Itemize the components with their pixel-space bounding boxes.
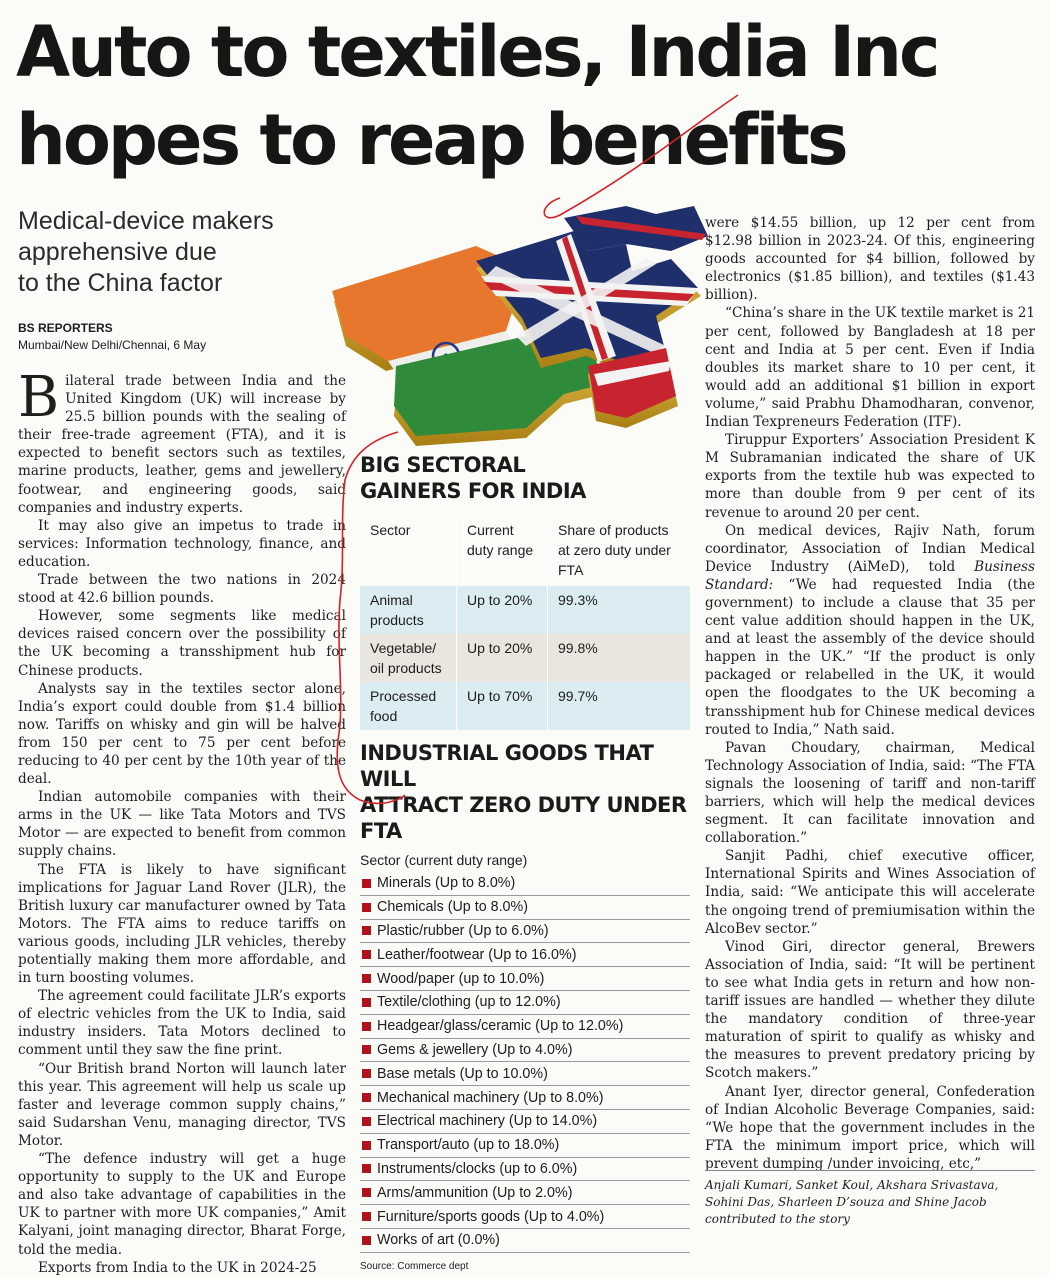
list-item [360, 991, 690, 1015]
article-paragraph: “China’s share in the UK textile market is 21 per cent, followed by Bangladesh at 18 per cent and India at 5 per cent. Even if India doubles its market share to 10 per cent, it would add an additional $1 billion in export volume,” said Prabhu Dhamodharan, convenor, Indian Texpreneurs Federation (ITF). [705, 305, 1035, 431]
headline [16, 8, 1036, 184]
list-item [360, 1062, 690, 1086]
bullet-square-icon [362, 1093, 371, 1102]
table-header: Current duty range [457, 516, 548, 586]
list-item [360, 872, 690, 896]
india-uk-puzzle-pieces-icon [326, 206, 710, 456]
drop-cap: B [18, 365, 60, 430]
table-header: Sector [370, 522, 411, 538]
bullet-square-icon [362, 998, 371, 1007]
list-item [360, 1229, 690, 1253]
article-paragraph: Exports from India to the UK in 2024-25 [38, 1259, 317, 1276]
table-cell: Vegetable/ oil products [360, 634, 457, 682]
list-item-label: Base metals (Up to 10.0%) [377, 1065, 548, 1082]
byline [18, 320, 318, 354]
bullet-square-icon [362, 1212, 371, 1221]
table-cell: Up to 70% [457, 682, 548, 730]
table-cell: Processed food [360, 682, 457, 730]
article-paragraph: Tiruppur Exporters’ Association President K M Subramanian indicated the share of UK exports from the textile hub was expected to more than double from 9 per cent of its revenue to around 20 per cent. [705, 432, 1035, 521]
sectoral-table [360, 516, 690, 730]
bullet-square-icon [362, 1117, 371, 1126]
table-row [360, 586, 690, 634]
list-item-label: Arms/ammunition (Up to 2.0%) [377, 1184, 573, 1201]
bullet-square-icon [362, 1045, 371, 1054]
article-paragraph: “Our British brand Norton will launch later this year. This agreement will help us scale up faster and leverage common supply chains,” said Sudarshan Venu, managing director, TVS Motor. [18, 1060, 346, 1149]
subheadline-line2: apprehensive due [18, 238, 217, 266]
table-row [360, 634, 690, 682]
list-item [360, 1158, 690, 1182]
bullet-square-icon [362, 1141, 371, 1150]
subheadline-line1: Medical-device makers [18, 207, 274, 235]
list-item-label: Transport/auto (up to 18.0%) [377, 1137, 560, 1154]
table-cell: Up to 20% [457, 634, 548, 682]
contributor-credits: Anjali Kumari, Sanket Koul, Akshara Srivastava, Sohini Das, Sharleen D’souza and Shine Jacob contributed to the story [705, 1170, 1035, 1228]
bullet-square-icon [362, 1069, 371, 1078]
list-item [360, 967, 690, 991]
bullet-square-icon [362, 879, 371, 888]
subheadline [18, 206, 318, 299]
sectoral-gainers-box [360, 452, 690, 730]
list-item-label: Minerals (Up to 8.0%) [377, 875, 516, 892]
list-item [360, 943, 690, 967]
industrial-goods-box [360, 740, 690, 1272]
bullet-square-icon [362, 974, 371, 983]
list-item-label: Chemicals (Up to 8.0%) [377, 899, 528, 916]
article-paragraph: The agreement could facilitate JLR’s exports of electric vehicles from the UK to India, said industry insiders. Tata Motors declined to comment until they saw the fine print. [18, 988, 346, 1059]
bullet-square-icon [362, 1188, 371, 1197]
list-item-label: Plastic/rubber (Up to 6.0%) [377, 922, 549, 939]
table-header: Share of products at zero duty under FTA [558, 522, 671, 578]
article-paragraph: Trade between the two nations in 2024 stood at 42.6 billion pounds. [18, 572, 346, 607]
list-item [360, 1134, 690, 1158]
article-paragraph: Sanjit Padhi, chief executive officer, International Spirits and Wines Association of India, said: “We anticipate this will accelerate the ongoing trend of premiumisation within the AlcoBev sector.” [705, 848, 1035, 937]
list-item-label: Gems & jewellery (Up to 4.0%) [377, 1041, 573, 1058]
byline-reporters: BS REPORTERS [18, 321, 113, 335]
article-paragraph: On medical devices, Rajiv Nath, forum coordinator, Association of Indian Medical Device Industry (AiMeD), told Business Standard: “We had requested India (the government) to include a clause that 35 per cent value addition should happen in the UK, and at least the assembly of the device should happen in the UK.” “If the product is only packaged or relabelled in the UK, it would open the floodgates to the UK becoming a transshipment hub for Chinese medical devices routed to India,” Nath said. [705, 522, 1035, 738]
table-cell: Up to 20% [457, 586, 548, 634]
list-item [360, 1110, 690, 1134]
bullet-square-icon [362, 903, 371, 912]
table-cell: 99.8% [548, 634, 691, 682]
list-item-label: Textile/clothing (up to 12.0%) [377, 994, 561, 1011]
sectoral-table-title: BIG SECTORAL GAINERS FOR INDIA [360, 453, 586, 503]
list-item-label: Leather/footwear (Up to 16.0%) [377, 946, 577, 963]
article-paragraph: Anant Iyer, director general, Confederation of Indian Alcoholic Beverage Companies, said: “We hope that the government includes in the FTA the minimum import price, which will prevent dumping /under invoicing, etc,” [705, 1083, 1035, 1172]
article-paragraph: However, some segments like medical devices raised concern over the possibility of the UK becoming a transshipment hub for Chinese products. [18, 608, 346, 679]
table-cell: 99.7% [548, 682, 691, 730]
list-item [360, 896, 690, 920]
article-paragraph: Pavan Choudary, chairman, Medical Technology Association of India, said: “The FTA signals the loosening of tariff and non-tariff barriers, which will help the medical devices segment. It can facilitate innovation and collaboration.” [705, 739, 1035, 847]
list-item [360, 1205, 690, 1229]
article-paragraph: Analysts say in the textiles sector alone, India’s export could double from $1.4 billion now. Tariffs on whisky and gin will be halved from 150 per cent to 75 per cent before reducing to 40 per cent by the 10th year of the deal. [18, 680, 346, 788]
industrial-goods-subtitle: Sector (current duty range) [360, 852, 528, 868]
article-paragraph: Vinod Giri, director general, Brewers Association of India, said: “It will be pertinent to see what India gets in return and how non-tariff issues are handled — whether they dilute the mandatory condition of three-year maturation of spirit to qualify as whisky and the measures to prevent predatory pricing by Scotch makers.” [705, 938, 1035, 1082]
list-item-label: Works of art (0.0%) [377, 1232, 500, 1249]
article-paragraph: It may also give an impetus to trade in services: Information technology, finance, and education. [18, 517, 346, 570]
article-paragraph: “The defence industry will get a huge opportunity to supply to the UK and Europe and also take advantage of capabilities in the UK to partner with more UK companies,” Amit Kalyani, joint managing director, Bharat Forge, told the media. [18, 1151, 346, 1258]
bullet-square-icon [362, 950, 371, 959]
industrial-goods-list [360, 872, 690, 1253]
article-paragraph: The FTA is likely to have significant implications for Jaguar Land Rover (JLR), the British luxury car manufacturer owned by Tata Motors. The FTA aims to reduce tariffs on various goods, including JLR vehicles, thereby potentially making them more affordable, and in turn boosting volumes. [18, 861, 346, 987]
bullet-square-icon [362, 1022, 371, 1031]
headline-line1: Auto to textiles, India Inc [16, 11, 938, 93]
article-paragraph: Bilateral trade between India and the United Kingdom (UK) will increase by 25.5 billion pounds with the sealing of their free-trade agreement (FTA), and it is expected to benefit sectors such as textiles, marine products, leather, gems and jewellery, footwear, and engineering goods, said companies and industry experts. [18, 365, 346, 516]
list-item-label: Furniture/sports goods (Up to 4.0%) [377, 1208, 605, 1225]
bullet-square-icon [362, 1164, 371, 1173]
article-paragraph: were $14.55 billion, up 12 per cent from $12.98 billion in 2023-24. Of this, engineering goods accounted for $4 billion, followed by electronics ($1.85 billion), and textiles ($1.43 billion). [705, 215, 1035, 304]
table-row [360, 682, 690, 730]
headline-line2: hopes to reap benefits [16, 99, 846, 181]
industrial-goods-title: INDUSTRIAL GOODS THAT WILL ATTRACT ZERO DUTY UNDER FTA [360, 741, 687, 843]
list-item-label: Electrical machinery (Up to 14.0%) [377, 1113, 598, 1130]
list-item-label: Headgear/glass/ceramic (Up to 12.0%) [377, 1018, 624, 1035]
table-cell: Animal products [360, 586, 457, 634]
list-item [360, 1039, 690, 1063]
byline-dateline: Mumbai/New Delhi/Chennai, 6 May [18, 338, 207, 352]
article-paragraph: Indian automobile companies with their arms in the UK — like Tata Motors and TVS Motor — are expected to benefit from common supply chains. [18, 789, 346, 860]
subheadline-line3: to the China factor [18, 269, 223, 297]
list-item [360, 1015, 690, 1039]
list-item [360, 920, 690, 944]
list-item [360, 1086, 690, 1110]
table-cell: 99.3% [548, 586, 691, 634]
list-item [360, 1181, 690, 1205]
bullet-square-icon [362, 926, 371, 935]
source-note: Source: Commerce dept [360, 1260, 469, 1272]
list-item-label: Instruments/clocks (up to 6.0%) [377, 1160, 578, 1177]
article-column-3 [705, 214, 1035, 1173]
article-column-1 [18, 365, 346, 1277]
list-item-label: Wood/paper (up to 10.0%) [377, 970, 545, 987]
bullet-square-icon [362, 1236, 371, 1245]
table-header-row [360, 516, 690, 586]
list-item-label: Mechanical machinery (Up to 8.0%) [377, 1089, 604, 1106]
